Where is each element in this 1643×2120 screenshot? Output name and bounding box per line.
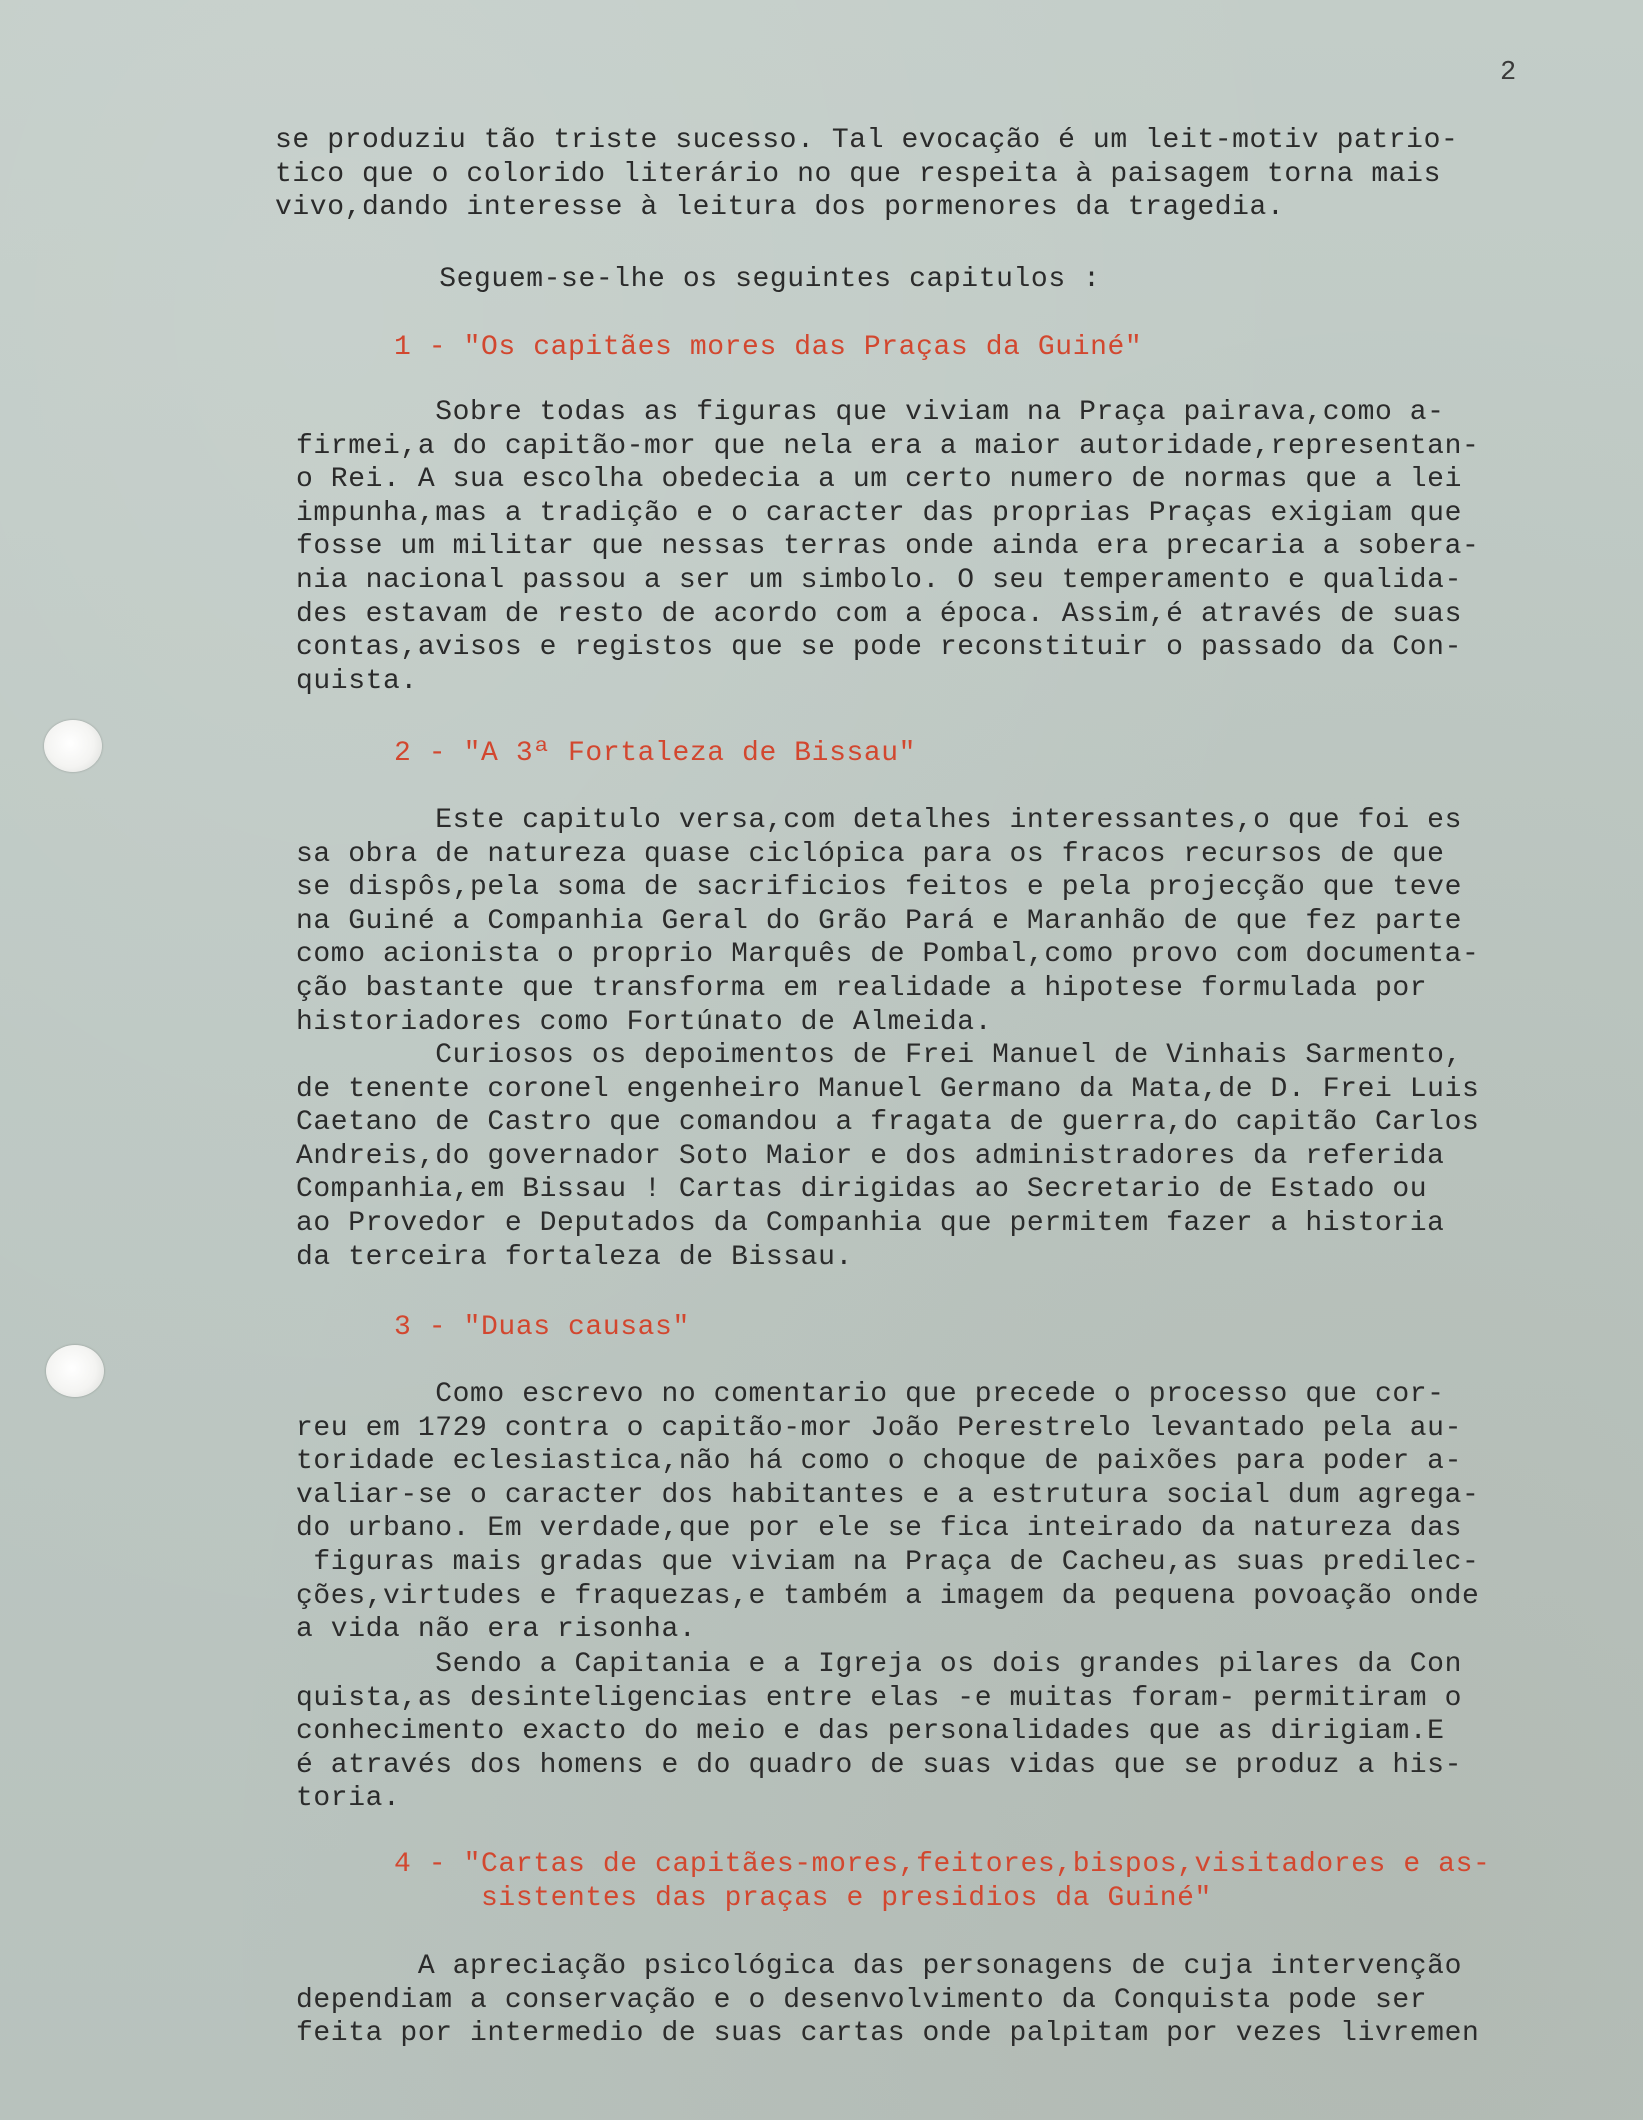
punch-hole-top	[44, 720, 102, 772]
paragraph-chapter-3-b: Sendo a Capitania e a Igreja os dois grandes pilares da Con quista,as desinteligencias entre elas -e muitas foram- permitiram o conhecimento exacto do meio e das personalidades que as dirigiam.E é através dos homens e do quadro de suas vidas que se produz a his- toria.	[296, 1649, 1462, 1815]
chapter-heading-1: 1 - "Os capitães mores das Praças da Guiné"	[394, 332, 1143, 363]
paragraph-intro-continuation: se produziu tão triste sucesso. Tal evocação é um leit-motiv patrio- tico que o colorido literário no que respeita à paisagem torna mais vivo,dando interesse à leitura dos pormenores da tragedia.	[275, 125, 1459, 224]
punch-hole-bottom	[46, 1345, 104, 1397]
chapter-heading-4: 4 - "Cartas de capitães-mores,feitores,bispos,visitadores e as- sistentes das praças e presidios da Guiné"	[394, 1849, 1491, 1914]
paragraph-chapter-4: A apreciação psicológica das personagens de cuja intervenção dependiam a conservação e o desenvolvimento da Conquista pode ser feita por intermedio de suas cartas onde palpitam por vezes livremen	[296, 1951, 1480, 2050]
paragraph-chapters-intro: Seguem-se-lhe os seguintes capitulos :	[300, 264, 1101, 295]
paragraph-chapter-2-b: Curiosos os depoimentos de Frei Manuel de Vinhais Sarmento, de tenente coronel engenheiro Manuel Germano da Mata,de D. Frei Luis Caetano de Castro que comandou a fragata de guerra,do capitão Carlos Andreis,do governador Soto Maior e dos administradores da referida Companhia,em Bissau ! Cartas dirigidas ao Secretario de Estado ou ao Provedor e Deputados da Companhia que permitem fazer a historia da terceira fortaleza de Bissau.	[296, 1040, 1480, 1273]
chapter-heading-3: 3 - "Duas causas"	[394, 1312, 690, 1343]
paragraph-chapter-3-a: Como escrevo no comentario que precede o processo que cor- reu em 1729 contra o capitão-mor João Perestrelo levantado pela au- toridade eclesiastica,não há como o choque de paixões para poder a- valiar-se o caracter dos habitantes e a estrutura social dum agrega- do urbano. Em verdade,que por ele se fica inteirado da natureza das figuras mais gradas que viviam na Praça de Cacheu,as suas predilec- ções,virtudes e fraquezas,e também a imagem da pequena povoação onde a vida não era risonha.	[296, 1379, 1480, 1646]
chapter-heading-2: 2 - "A 3ª Fortaleza de Bissau"	[394, 738, 917, 769]
paragraph-chapter-2-a: Este capitulo versa,com detalhes interessantes,o que foi es sa obra de natureza quase ciclópica para os fracos recursos de que se dispôs,pela soma de sacrificios feitos e pela projecção que teve na Guiné a Companhia Geral do Grão Pará e Maranhão de que fez parte como acionista o proprio Marquês de Pombal,como provo com documenta- ção bastante que transforma em realidade a hipotese formulada por historiadores como Fortúnato de Almeida.	[296, 805, 1480, 1038]
paragraph-chapter-1: Sobre todas as figuras que viviam na Praça pairava,como a- firmei,a do capitão-mor que nela era a maior autoridade,representan- o Rei. A sua escolha obedecia a um certo numero de normas que a lei impunha,mas a tradição e o caracter das proprias Praças exigiam que fosse um militar que nessas terras onde ainda era precaria a sobera- nia nacional passou a ser um simbolo. O seu temperamento e qualida- des estavam de resto de acordo com a época. Assim,é através de suas contas,avisos e registos que se pode reconstituir o passado da Con- quista.	[296, 397, 1480, 697]
page-number: 2	[1500, 58, 1517, 88]
